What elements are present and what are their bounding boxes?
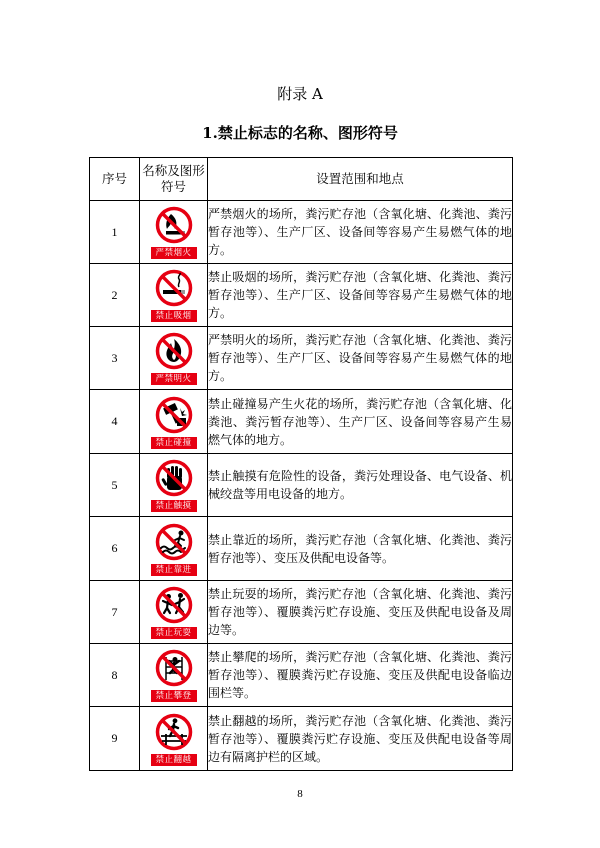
table-header-row [90, 158, 513, 201]
table-row [90, 327, 513, 390]
no-crossing-fence-icon [154, 712, 194, 752]
appendix-title: 附录 A [277, 85, 323, 103]
table-row [90, 644, 513, 707]
row-index: 9 [90, 707, 140, 771]
sign-cell [140, 201, 208, 264]
sign-cell [140, 264, 208, 327]
row-scope: 禁止靠近的场所，粪污贮存池（含氧化塘、化粪池、粪污暂存池等）、变压及供配电设备等。 [208, 517, 513, 581]
sign-cell [140, 581, 208, 644]
no-touching-icon [154, 458, 194, 498]
row-index: 6 [90, 517, 140, 581]
sign-cell [140, 454, 208, 517]
no-open-flame-icon [154, 331, 194, 371]
sign [151, 205, 197, 259]
row-scope: 禁止翻越的场所，粪污贮存池（含氧化塘、化粪池、粪污暂存池等）、覆膜粪污贮存设施、变压及供配电设备等周边有隔离护栏的区域。 [208, 707, 513, 771]
table-row [90, 454, 513, 517]
section-title: 1.禁止标志的名称、图形符号 [202, 124, 398, 142]
sign-cell [140, 644, 208, 707]
no-smoking-icon [154, 268, 194, 308]
row-index: 5 [90, 454, 140, 517]
table-row [90, 517, 513, 581]
row-index: 1 [90, 201, 140, 264]
row-scope: 禁止玩耍的场所，粪污贮存池（含氧化塘、化粪池、粪污暂存池等）、覆膜粪污贮存设施、变压及供配电设备及周边等。 [208, 581, 513, 644]
row-index: 4 [90, 390, 140, 454]
table-row [90, 581, 513, 644]
sign [151, 712, 197, 766]
header-index: 序号 [90, 158, 140, 201]
row-scope: 禁止吸烟的场所，粪污贮存池（含氧化塘、化粪池、粪污暂存池等）、生产厂区、设备间等容易产生易燃气体的地方。 [208, 264, 513, 327]
sign-label: 禁止攀登 [151, 690, 197, 702]
header-scope: 设置范围和地点 [208, 158, 513, 201]
sign [151, 331, 197, 385]
sign-cell [140, 707, 208, 771]
table-row [90, 264, 513, 327]
table-row [90, 707, 513, 771]
row-index: 2 [90, 264, 140, 327]
prohibition-signs-table [89, 157, 513, 771]
sign [151, 395, 197, 449]
sign [151, 268, 197, 322]
row-scope: 严禁明火的场所，粪污贮存池（含氧化塘、化粪池、粪污暂存池等）、生产厂区、设备间等容易产生易燃气体的地方。 [208, 327, 513, 390]
sign [151, 522, 197, 576]
sign-label: 严禁明火 [151, 373, 197, 385]
sign-label: 禁止碰撞 [151, 437, 197, 449]
row-scope: 严禁烟火的场所，粪污贮存池（含氧化塘、化粪池、粪污暂存池等）、生产厂区、设备间等容易产生易燃气体的地方。 [208, 201, 513, 264]
sign [151, 458, 197, 512]
sign-cell [140, 517, 208, 581]
sign-label: 禁止靠进 [151, 564, 197, 576]
sign-cell [140, 390, 208, 454]
sign-label: 严禁烟火 [151, 247, 197, 259]
sign-label: 禁止翻越 [151, 754, 197, 766]
table-row [90, 201, 513, 264]
sign-cell [140, 327, 208, 390]
row-scope: 禁止攀爬的场所，粪污贮存池（含氧化塘、化粪池、粪污暂存池等）、覆膜粪污贮存设施、变压及供配电设备临边围栏等。 [208, 644, 513, 707]
no-approaching-icon [154, 522, 194, 562]
row-scope: 禁止碰撞易产生火花的场所，粪污贮存池（含氧化塘、化粪池、粪污暂存池等）、生产厂区、设备间等容易产生易燃气体的地方。 [208, 390, 513, 454]
table-row [90, 390, 513, 454]
row-scope: 禁止触摸有危险性的设备，粪污处理设备、电气设备、机械绞盘等用电设备的地方。 [208, 454, 513, 517]
no-collision-icon [154, 395, 194, 435]
row-index: 7 [90, 581, 140, 644]
row-index: 8 [90, 644, 140, 707]
no-climbing-icon [154, 648, 194, 688]
header-name-symbol: 名称及图形符号 [140, 158, 208, 201]
sign-label: 禁止吸烟 [151, 310, 197, 322]
sign-label: 禁止玩耍 [151, 627, 197, 639]
sign [151, 585, 197, 639]
row-index: 3 [90, 327, 140, 390]
no-playing-icon [154, 585, 194, 625]
sign [151, 648, 197, 702]
sign-label: 禁止触摸 [151, 500, 197, 512]
page-number: 8 [297, 788, 303, 800]
no-fire-and-smoking-icon [154, 205, 194, 245]
